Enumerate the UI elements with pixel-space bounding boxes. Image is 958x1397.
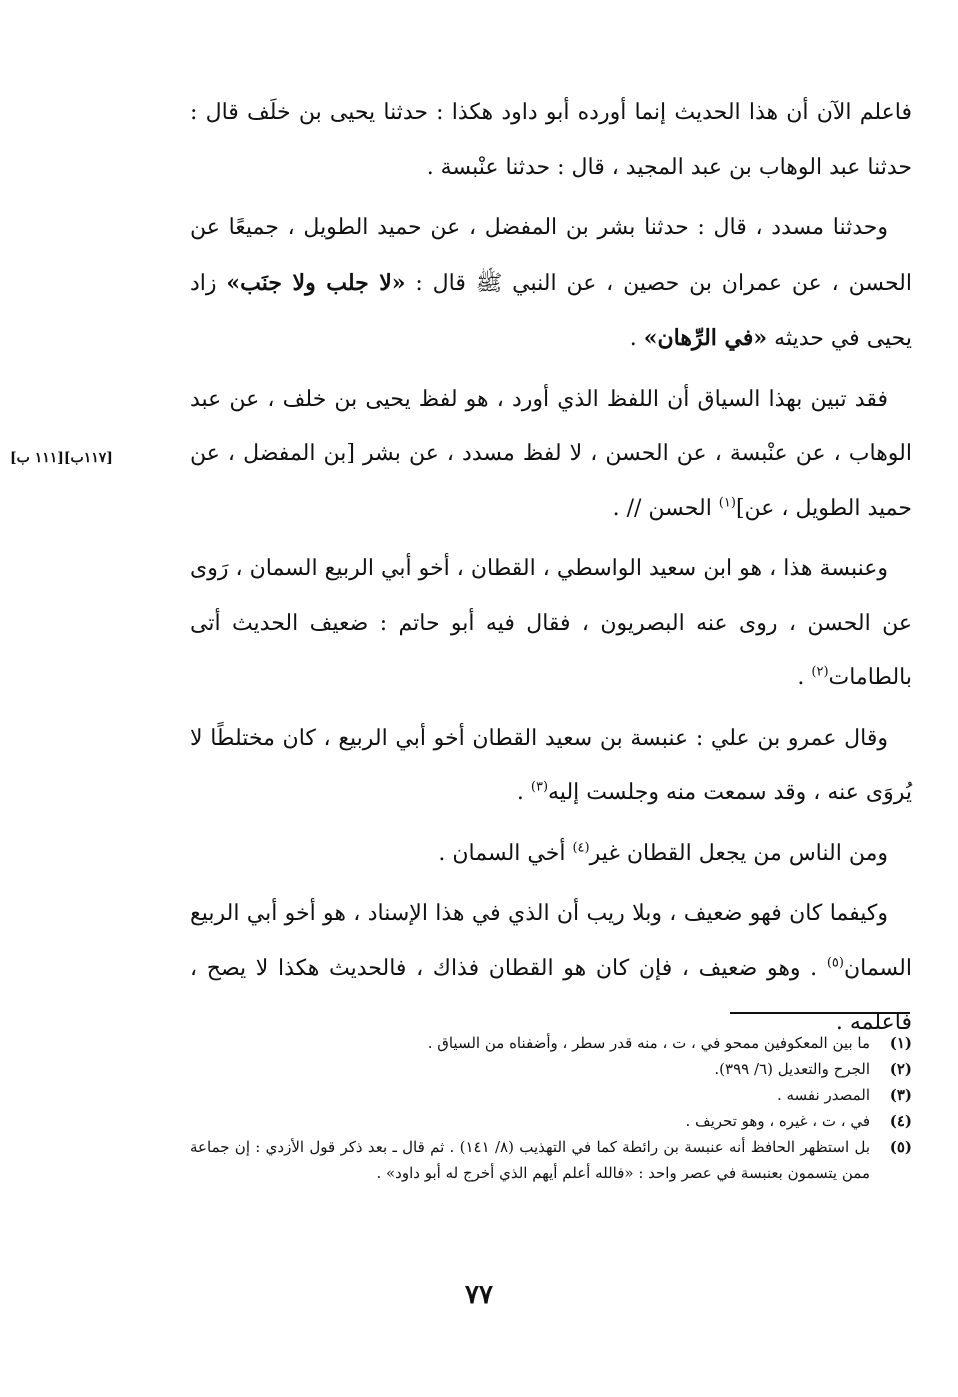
footnote-ref-2: (٢) [811, 664, 829, 680]
footnote-number: (٤) [889, 1112, 912, 1130]
footnote-number: (٢) [889, 1060, 912, 1078]
footnote-number: (١) [889, 1034, 912, 1052]
footnote-number: (٥) [889, 1138, 912, 1156]
paragraph-4 [190, 542, 912, 706]
page-number: ٧٧ [465, 1280, 493, 1310]
paragraph-5 [190, 712, 912, 821]
paragraph-7-text-b: . وهو ضعيف ، فإن كان هو القطان فذاك ، فالحديث هكذا لا يصح ، فاعلمه . [190, 955, 912, 1035]
paragraph-2-text-b: زاد يحيى في حديثه [190, 270, 912, 351]
footnote-item [190, 1082, 912, 1108]
paragraph-3-text-b: الحسن // . [612, 495, 719, 521]
footnote-ref-4: (٤) [572, 840, 590, 856]
footnote-item [190, 1134, 912, 1186]
footnote-ref-3: (٣) [530, 779, 549, 795]
footnote-text: في ، ت ، غيره ، وهو تحريف . [685, 1112, 870, 1130]
hadith-quote-2: «في الرِّهان» [643, 325, 768, 351]
paragraph-5-text-a: وقال عمرو بن علي : عنبسة بن سعيد القطان أخو أبي الربيع ، كان مختلطًا لا يُروَى عنه ، وقد سمعت منه وجلست إليه [190, 725, 912, 805]
footnote-text: بل استظهر الحافظ أنه عنبسة بن رائطة كما في التهذيب (٨/ ١٤١) . ثم قال ـ بعد ذكر قول الأزدي : إن جماعة ممن يتسمون بعنبسة في عصر واحد : «فالله أعلم أيهم الذي أخرج له أبو داود» . [190, 1138, 870, 1182]
footnote-item [190, 1030, 912, 1056]
main-text [190, 86, 912, 1057]
paragraph-3 [190, 373, 912, 537]
footnote-text: ما بين المعكوفين ممحو في ، ت ، منه قدر سطر ، وأضفناه من السياق . [427, 1034, 870, 1052]
paragraph-5-text-b: . [516, 780, 531, 805]
paragraph-6-text-a: ومن الناس من يجعل القطان غير [589, 840, 888, 866]
paragraph-2 [190, 201, 912, 367]
paragraph-7 [190, 887, 912, 1051]
footnote-item [190, 1056, 912, 1082]
paragraph-2-text-c: . [629, 326, 644, 351]
footnote-ref-1: (١) [718, 495, 736, 511]
paragraph-1 [190, 86, 912, 195]
footnotes-section [190, 1030, 912, 1186]
footnote-item [190, 1108, 912, 1134]
footnote-text: المصدر نفسه . [776, 1086, 870, 1104]
manuscript-folio-note: [١١٧ب][١١١ ب] [10, 450, 113, 466]
footnote-text: الجرح والتعديل (٦/ ٣٩٩). [714, 1060, 870, 1078]
paragraph-6-text-b: أخي السمان . [438, 840, 573, 866]
footnote-number: (٣) [889, 1086, 912, 1104]
paragraph-3-text-a: فقد تبين بهذا السياق أن اللفظ الذي أورد ، هو لفظ يحيى بن خلف ، عن عبد الوهاب ، عن عنْبسة ، عن الحسن ، لا لفظ مسدد ، عن بشر [بن المفضل ، عن حميد الطويل ، عن] [190, 386, 912, 521]
footnote-ref-5: (٥) [826, 955, 844, 971]
paragraph-2-text-a: وحدثنا مسدد ، قال : حدثنا بشر بن المفضل ، عن حميد الطويل ، جميعًا عن الحسن ، عن عمران بن حصين ، عن النبي ﷺ قال : [190, 215, 912, 296]
paragraph-6 [190, 827, 912, 882]
hadith-quote-1: «لا جلب ولا جنَب» [226, 269, 406, 296]
paragraph-4-text-b: . [797, 665, 812, 690]
footnote-divider [730, 1012, 910, 1014]
paragraph-1-text: فاعلم الآن أن هذا الحديث إنما أورده أبو داود هكذا : حدثنا يحيى بن خلَف قال : حدثنا عبد الوهاب بن عبد المجيد ، قال : حدثنا عنْبسة . [190, 100, 912, 180]
paragraph-4-text-a: وعنبسة هذا ، هو ابن سعيد الواسطي ، القطان ، أخو أبي الربيع السمان ، رَوى عن الحسن ، روى عنه البصريون ، فقال فيه أبو حاتم : ضعيف الحديث أتى بالطامات [190, 556, 912, 690]
paragraph-7-text-a: وكيفما كان فهو ضعيف ، وبلا ريب أن الذي في هذا الإسناد ، هو أخو أبي الربيع السمان [190, 901, 912, 981]
